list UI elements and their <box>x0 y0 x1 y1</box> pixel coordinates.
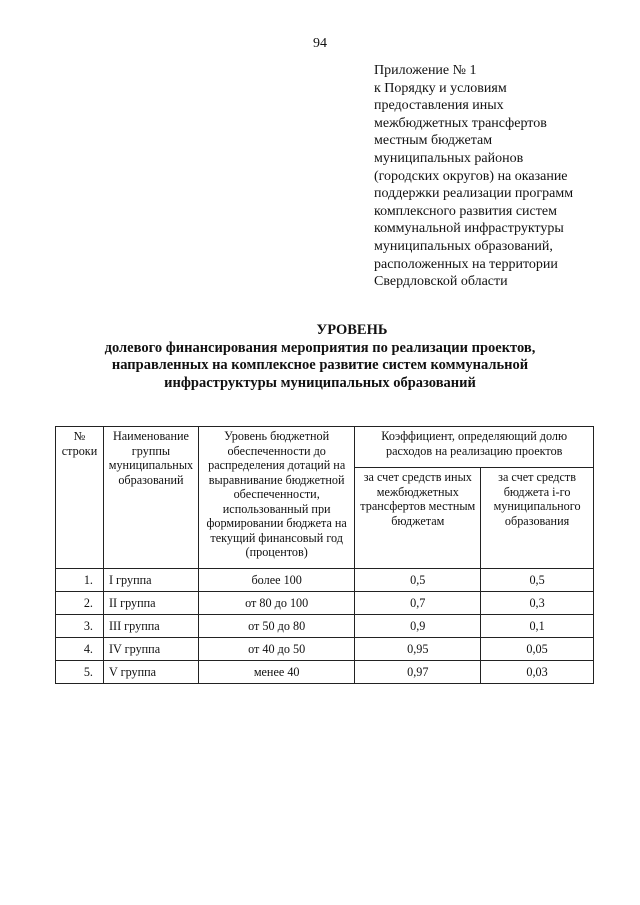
appendix-line: расположенных на территории <box>374 256 558 272</box>
transfers-share: 0,9 <box>355 615 481 638</box>
budget-level: более 100 <box>198 569 355 592</box>
appendix-line: муниципальных образований, <box>374 238 553 254</box>
appendix-line: муниципальных районов <box>374 150 524 166</box>
group-name: IV группа <box>103 638 198 661</box>
budget-level: от 40 до 50 <box>198 638 355 661</box>
group-name: I группа <box>103 569 198 592</box>
transfers-share: 0,5 <box>355 569 481 592</box>
municipal-share: 0,1 <box>481 615 594 638</box>
appendix-line: Приложение № 1 <box>374 63 477 78</box>
budget-level: от 80 до 100 <box>198 592 355 615</box>
row-number: 5. <box>56 661 104 684</box>
table-row <box>56 638 594 661</box>
row-number: 3. <box>56 615 104 638</box>
header-coefficient: Коэффициент, определяющий долю расходов на реализацию проектов <box>355 427 594 468</box>
table-row <box>56 615 594 638</box>
document-heading <box>0 322 640 392</box>
financing-table <box>55 426 594 684</box>
heading-line: инфраструктуры муниципальных образований <box>164 374 476 391</box>
heading-line: долевого финансирования мероприятия по реализации проектов, <box>104 339 536 356</box>
row-number: 2. <box>56 592 104 615</box>
appendix-block <box>374 62 624 291</box>
appendix-line: предоставления иных <box>374 98 504 114</box>
budget-level: от 50 до 80 <box>198 615 355 638</box>
municipal-share: 0,5 <box>481 569 594 592</box>
appendix-line: Свердловской области <box>374 274 508 290</box>
page-number: 94 <box>313 36 327 51</box>
appendix-line: межбюджетных трансфертов <box>374 115 547 131</box>
header-row-number: № строки <box>56 427 104 569</box>
transfers-share: 0,97 <box>355 661 481 684</box>
group-name: V группа <box>103 661 198 684</box>
table-row <box>56 592 594 615</box>
appendix-line: поддержки реализации программ <box>374 186 574 202</box>
municipal-share: 0,05 <box>481 638 594 661</box>
table-row <box>56 661 594 684</box>
table-row <box>56 569 594 592</box>
header-budget-level: Уровень бюджетной обеспеченности до распределения дотаций на выравнивание бюджетной обеспеченности, использованный при формировании бюджета на текущий финансовый год (процентов) <box>198 427 355 569</box>
header-municipal: за счет средств бюджета i-го муниципального образования <box>481 468 594 569</box>
heading-title: УРОВЕНЬ <box>316 322 388 338</box>
appendix-line: к Порядку и условиям <box>374 80 507 96</box>
group-name: III группа <box>103 615 198 638</box>
appendix-line: комплексного развития систем <box>374 203 557 219</box>
group-name: II группа <box>103 592 198 615</box>
appendix-line: коммунальной инфраструктуры <box>374 221 564 237</box>
transfers-share: 0,7 <box>355 592 481 615</box>
appendix-line: местным бюджетам <box>374 133 493 149</box>
header-group-name: Наименование группы муниципальных образований <box>103 427 198 569</box>
municipal-share: 0,03 <box>481 661 594 684</box>
budget-level: менее 40 <box>198 661 355 684</box>
transfers-share: 0,95 <box>355 638 481 661</box>
appendix-line: (городских округов) на оказание <box>374 168 568 184</box>
header-transfers: за счет средств иных межбюджетных трансфертов местным бюджетам <box>355 468 481 569</box>
row-number: 1. <box>56 569 104 592</box>
heading-line: направленных на комплексное развитие систем коммунальной <box>111 357 529 373</box>
municipal-share: 0,3 <box>481 592 594 615</box>
row-number: 4. <box>56 638 104 661</box>
